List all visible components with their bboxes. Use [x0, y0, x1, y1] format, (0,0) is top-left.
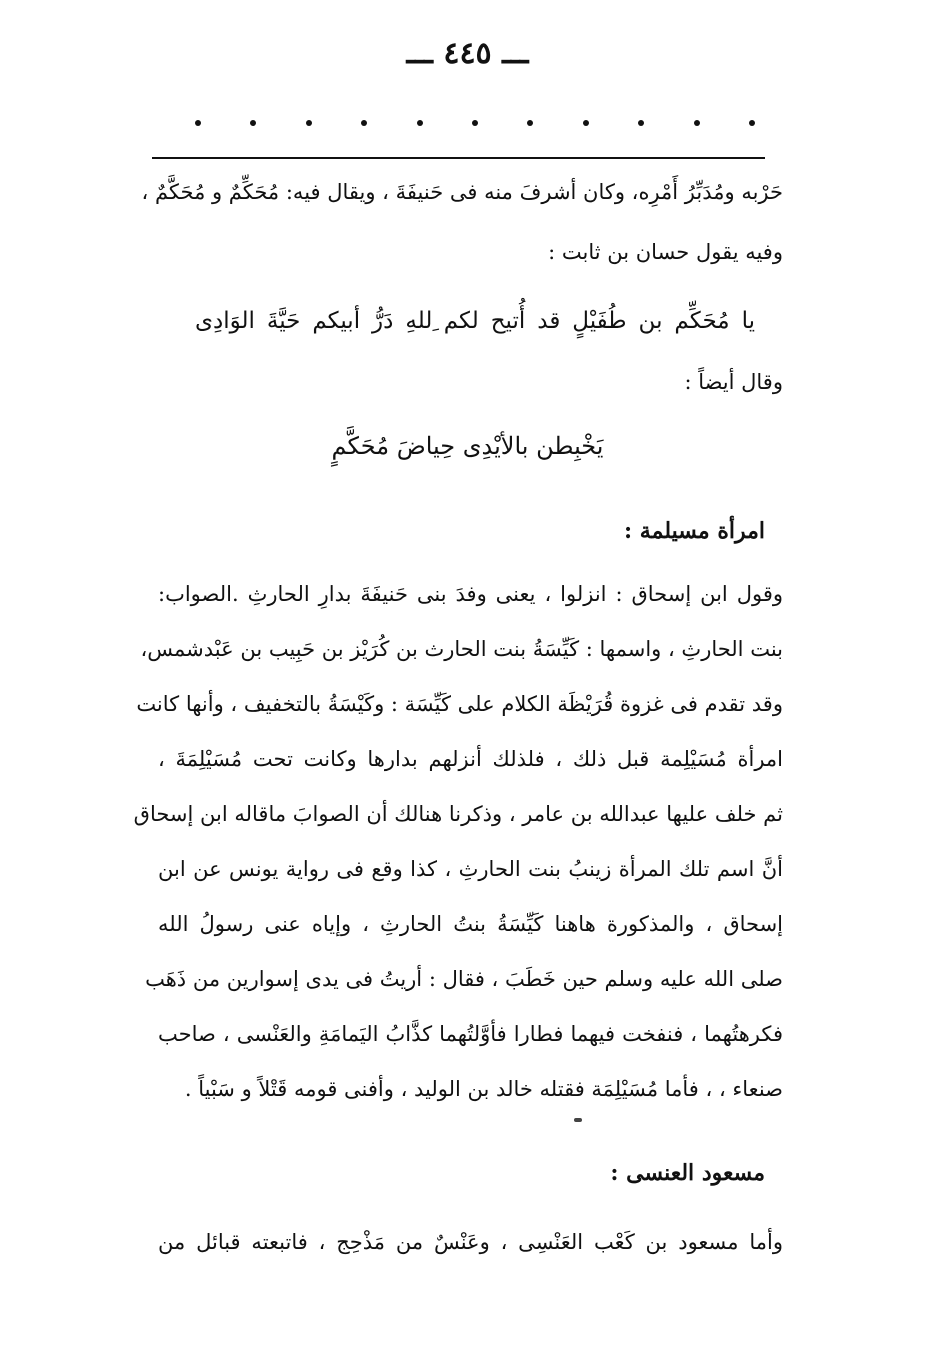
- ornamental-dots-row: [195, 108, 755, 138]
- paragraph-line: امرأة مُسَيْلِمة قبل ذلك ، فلذلك أنزلهم بدارها وكانت تحت مُسَيْلِمَةَ ،: [158, 747, 783, 771]
- text-line: وقال أيضاً :: [684, 370, 783, 394]
- poetry-verse: يَخْبِطن بالأيْدِى حِياضَ مُحَكَّمٍ: [331, 432, 604, 460]
- section-heading: مسعود العنسى :: [610, 1160, 765, 1186]
- paragraph-line: إسحاق ، والمذكورة هاهنا كَيِّسَةُ بنتُ الحارثِ ، وإياه عنى رسولُ الله: [158, 912, 783, 936]
- poetry-verse: يا مُحَكِّم بن طُفَيْلٍ قد أُتيح لكم ِللهِ دَرُّ أبيكم حَيَّةَ الوَادِى: [195, 308, 755, 334]
- text-line: حَرْبه ومُدَبِّرُ أَمْرِه، وكان أشرفَ منه فى حَنيفَةَ ، ويقال فيه: مُحَكِّمٌ و مُحَكَّمٌ ،: [141, 180, 783, 204]
- ornament-dot: [417, 120, 423, 126]
- ornament-dot: [250, 120, 256, 126]
- ornament-dot: [472, 120, 478, 126]
- paragraph-line: بنت الحارثِ ، واسمها : كَيِّسَةُ بنت الحارث بن كُرَيْز بن حَبِيب بن عَبْدشمس،: [140, 637, 783, 661]
- paragraph-line: صنعاء ، ، فأما مُسَيْلِمَة فقتله خالد بن الوليد ، وأفنى قومه قَتْلاً و سَبْياً .: [184, 1077, 783, 1101]
- ornament-dot: [638, 120, 644, 126]
- ornament-dot: [306, 120, 312, 126]
- ornament-dot: [361, 120, 367, 126]
- horizontal-rule: [152, 157, 765, 159]
- ornament-dot: [583, 120, 589, 126]
- ornament-dot: [694, 120, 700, 126]
- paragraph-line: أنَّ اسم تلك المرأة زينبُ بنت الحارثِ ، كذا وقع فى رواية يونس عن ابن: [158, 857, 783, 881]
- paragraph-line: ثم خلف عليها عبدالله بن عامر ، وذكرنا هنالك أن الصوابَ ماقاله ابن إسحاق: [133, 802, 783, 826]
- section-heading: امرأة مسيلمة :: [624, 518, 765, 544]
- paragraph-line: وأما مسعود بن كَعْب العَنْسِى ، وعَنْسٌ من مَذْحِج ، فاتبعته قبائل من: [158, 1230, 783, 1254]
- ornament-dot: [527, 120, 533, 126]
- text-line: وفيه يقول حسان بن ثابت :: [548, 240, 783, 264]
- paragraph-line: وقد تقدم فى غزوة قُرَيْظَة الكلام على كَيِّسَة : وكَيْسَةُ بالتخفيف ، وأنها كانت: [136, 692, 783, 716]
- ornament-dot: [749, 120, 755, 126]
- ornament-dot: [195, 120, 201, 126]
- page-number: ـــ ٤٤٥ ـــ: [406, 36, 529, 71]
- stray-mark: [574, 1118, 582, 1122]
- paragraph-line: وقول ابن إسحاق : انزلوا ، يعنى وفدَ بنى حَنيفَةَ بدارِ الحارثِ .الصواب:: [158, 582, 783, 606]
- paragraph-line: فكرهتُهما ، فنفخت فيهما فطارا فأوَّلتُهما كذَّابُ اليَمامَةِ والعَنْسى ، صاحب: [158, 1022, 783, 1046]
- paragraph-line: صلى الله عليه وسلم حين خَطَبَ ، فقال : أريتُ فى يدى إسوارين من ذَهَب: [145, 967, 783, 991]
